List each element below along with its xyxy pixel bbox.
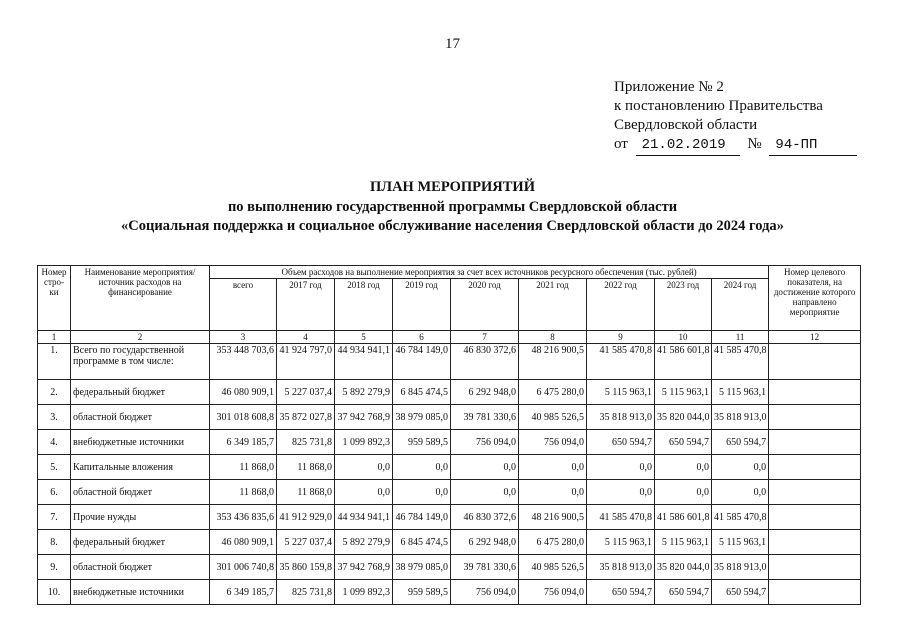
cell-2024: 650 594,7 (712, 430, 769, 455)
row-number: 3. (38, 405, 71, 430)
cell-2022: 650 594,7 (587, 580, 655, 605)
cell-2024: 0,0 (712, 480, 769, 505)
cell-total: 46 080 909,1 (210, 380, 277, 405)
column-number: 12 (769, 331, 861, 344)
cell-2017: 35 872 027,8 (277, 405, 335, 430)
row-number: 1. (38, 344, 71, 380)
cell-2019: 0,0 (393, 480, 451, 505)
cell-2018: 0,0 (335, 480, 393, 505)
cell-2024: 35 818 913,0 (712, 555, 769, 580)
cell-total: 6 349 185,7 (210, 580, 277, 605)
cell-2021: 756 094,0 (519, 580, 587, 605)
cell-2021: 48 216 900,5 (519, 344, 587, 380)
measures-table (37, 265, 861, 605)
cell-2020: 6 292 948,0 (451, 530, 519, 555)
column-number: 8 (519, 331, 587, 344)
cell-2019: 46 784 149,0 (393, 344, 451, 380)
cell-2017: 11 868,0 (277, 455, 335, 480)
cell-2020: 46 830 372,6 (451, 344, 519, 380)
cell-2024: 35 818 913,0 (712, 405, 769, 430)
cell-2017: 825 731,8 (277, 430, 335, 455)
cell-2017: 41 924 797,0 (277, 344, 335, 380)
header-name: Наименование мероприятия/ источник расходов на финансирование (71, 266, 210, 331)
row-name: федеральный бюджет (71, 380, 210, 405)
cell-2022: 5 115 963,1 (587, 380, 655, 405)
appendix-decree: к постановлению Правительства (614, 98, 823, 114)
table-row (38, 505, 861, 530)
column-number: 11 (712, 331, 769, 344)
row-number: 5. (38, 455, 71, 480)
cell-2024: 5 115 963,1 (712, 380, 769, 405)
cell-2022: 5 115 963,1 (587, 530, 655, 555)
cell-2017: 5 227 037,4 (277, 380, 335, 405)
cell-indicator (769, 580, 861, 605)
column-number: 7 (451, 331, 519, 344)
cell-2020: 756 094,0 (451, 430, 519, 455)
document-subtitle: по выполнению государственной программы Свердловской области (227, 199, 678, 215)
cell-2020: 756 094,0 (451, 580, 519, 605)
cell-indicator (769, 344, 861, 380)
cell-2021: 6 475 280,0 (519, 380, 587, 405)
row-name: Капитальные вложения (71, 455, 210, 480)
cell-indicator (769, 480, 861, 505)
cell-2024: 650 594,7 (712, 580, 769, 605)
cell-2019: 38 979 085,0 (393, 555, 451, 580)
header-row-top (38, 266, 861, 279)
cell-2018: 44 934 941,1 (335, 344, 393, 380)
header-2021: 2021 год (519, 279, 587, 331)
header-volume: Объем расходов на выполнение мероприятия за счет всех источников ресурсного обеспечения (тыс. рублей) (210, 266, 769, 279)
appendix-title: Приложение № 2 (614, 79, 724, 95)
row-number: 10. (38, 580, 71, 605)
cell-2023: 650 594,7 (655, 430, 712, 455)
cell-2018: 44 934 941,1 (335, 505, 393, 530)
cell-total: 11 868,0 (210, 455, 277, 480)
row-number: 6. (38, 480, 71, 505)
cell-total: 353 436 835,6 (210, 505, 277, 530)
header-2019: 2019 год (393, 279, 451, 331)
cell-2023: 5 115 963,1 (655, 380, 712, 405)
cell-2018: 0,0 (335, 455, 393, 480)
document-title: ПЛАН МЕРОПРИЯТИЙ (370, 179, 535, 195)
cell-2019: 46 784 149,0 (393, 505, 451, 530)
header-total: всего (210, 279, 277, 331)
cell-indicator (769, 530, 861, 555)
table-row (38, 455, 861, 480)
row-number: 2. (38, 380, 71, 405)
row-name: федеральный бюджет (71, 530, 210, 555)
header-indicator: Номер целевого показателя, на достижение которого направлено мероприятие (769, 266, 861, 331)
cell-2023: 5 115 963,1 (655, 530, 712, 555)
cell-2020: 0,0 (451, 455, 519, 480)
cell-2022: 0,0 (587, 455, 655, 480)
cell-indicator (769, 505, 861, 530)
row-name: областной бюджет (71, 405, 210, 430)
cell-indicator (769, 380, 861, 405)
cell-2018: 5 892 279,9 (335, 530, 393, 555)
column-number: 2 (71, 331, 210, 344)
row-number: 4. (38, 430, 71, 455)
cell-2021: 6 475 280,0 (519, 530, 587, 555)
cell-2023: 35 820 044,0 (655, 405, 712, 430)
header-2024: 2024 год (712, 279, 769, 331)
column-number: 4 (277, 331, 335, 344)
row-name: областной бюджет (71, 480, 210, 505)
cell-2024: 41 585 470,8 (712, 505, 769, 530)
row-name: внебюджетные источники (71, 580, 210, 605)
cell-2017: 5 227 037,4 (277, 530, 335, 555)
column-number: 1 (38, 331, 71, 344)
header-2022: 2022 год (587, 279, 655, 331)
cell-2022: 35 818 913,0 (587, 405, 655, 430)
column-number: 10 (655, 331, 712, 344)
cell-2021: 40 985 526,5 (519, 405, 587, 430)
table-row (38, 530, 861, 555)
cell-2024: 0,0 (712, 455, 769, 480)
cell-2023: 41 586 601,8 (655, 505, 712, 530)
cell-2017: 825 731,8 (277, 580, 335, 605)
decree-date: 21.02.2019 (636, 136, 740, 156)
number-prefix: № (747, 136, 762, 152)
cell-indicator (769, 405, 861, 430)
table-row (38, 430, 861, 455)
row-number: 7. (38, 505, 71, 530)
cell-indicator (769, 430, 861, 455)
cell-2021: 756 094,0 (519, 430, 587, 455)
cell-2021: 40 985 526,5 (519, 555, 587, 580)
cell-2023: 650 594,7 (655, 580, 712, 605)
row-name: внебюджетные источники (71, 430, 210, 455)
cell-2020: 46 830 372,6 (451, 505, 519, 530)
column-number-row (38, 331, 861, 344)
cell-2018: 5 892 279,9 (335, 380, 393, 405)
table-row (38, 405, 861, 430)
cell-2018: 1 099 892,3 (335, 580, 393, 605)
row-name: областной бюджет (71, 555, 210, 580)
cell-2023: 41 586 601,8 (655, 344, 712, 380)
cell-2022: 41 585 470,8 (587, 505, 655, 530)
appendix-region: Свердловской области (614, 117, 758, 133)
cell-indicator (769, 455, 861, 480)
cell-2021: 0,0 (519, 480, 587, 505)
header-2020: 2020 год (451, 279, 519, 331)
table-row (38, 480, 861, 505)
program-name: «Социальная поддержка и социальное обслуживание населения Свердловской области до 2024 года» (121, 218, 784, 234)
cell-2019: 38 979 085,0 (393, 405, 451, 430)
column-number: 9 (587, 331, 655, 344)
cell-total: 301 018 608,8 (210, 405, 277, 430)
cell-2020: 6 292 948,0 (451, 380, 519, 405)
cell-total: 353 448 703,6 (210, 344, 277, 380)
table-row (38, 580, 861, 605)
cell-2022: 650 594,7 (587, 430, 655, 455)
table-row (38, 380, 861, 405)
cell-total: 11 868,0 (210, 480, 277, 505)
cell-2020: 39 781 330,6 (451, 405, 519, 430)
row-number: 8. (38, 530, 71, 555)
row-number: 9. (38, 555, 71, 580)
page-number: 17 (445, 36, 460, 52)
appendix-block (614, 78, 857, 156)
cell-2023: 35 820 044,0 (655, 555, 712, 580)
cell-2021: 48 216 900,5 (519, 505, 587, 530)
cell-2019: 959 589,5 (393, 430, 451, 455)
row-name: Всего по государственной программе в том числе: (71, 344, 210, 380)
cell-2022: 0,0 (587, 480, 655, 505)
cell-2023: 0,0 (655, 480, 712, 505)
column-number: 5 (335, 331, 393, 344)
date-prefix: от (614, 136, 628, 152)
cell-2018: 37 942 768,9 (335, 405, 393, 430)
header-2018: 2018 год (335, 279, 393, 331)
cell-2024: 5 115 963,1 (712, 530, 769, 555)
cell-2019: 6 845 474,5 (393, 530, 451, 555)
cell-2020: 39 781 330,6 (451, 555, 519, 580)
cell-total: 46 080 909,1 (210, 530, 277, 555)
column-number: 6 (393, 331, 451, 344)
table-row (38, 555, 861, 580)
decree-number: 94-ПП (769, 136, 857, 156)
header-2017: 2017 год (277, 279, 335, 331)
table-body (38, 344, 861, 605)
cell-2019: 6 845 474,5 (393, 380, 451, 405)
cell-2022: 41 585 470,8 (587, 344, 655, 380)
cell-2023: 0,0 (655, 455, 712, 480)
cell-2017: 41 912 929,0 (277, 505, 335, 530)
table-row (38, 344, 861, 380)
cell-indicator (769, 555, 861, 580)
appendix-date-row (614, 135, 857, 156)
column-number: 3 (210, 331, 277, 344)
cell-2019: 959 589,5 (393, 580, 451, 605)
row-name: Прочие нужды (71, 505, 210, 530)
cell-2021: 0,0 (519, 455, 587, 480)
cell-2022: 35 818 913,0 (587, 555, 655, 580)
header-row-no: Номер стро-ки (38, 266, 71, 331)
cell-2017: 11 868,0 (277, 480, 335, 505)
cell-2018: 37 942 768,9 (335, 555, 393, 580)
cell-2019: 0,0 (393, 455, 451, 480)
header-2023: 2023 год (655, 279, 712, 331)
cell-total: 6 349 185,7 (210, 430, 277, 455)
cell-2024: 41 585 470,8 (712, 344, 769, 380)
cell-2017: 35 860 159,8 (277, 555, 335, 580)
cell-2018: 1 099 892,3 (335, 430, 393, 455)
cell-2020: 0,0 (451, 480, 519, 505)
cell-total: 301 006 740,8 (210, 555, 277, 580)
